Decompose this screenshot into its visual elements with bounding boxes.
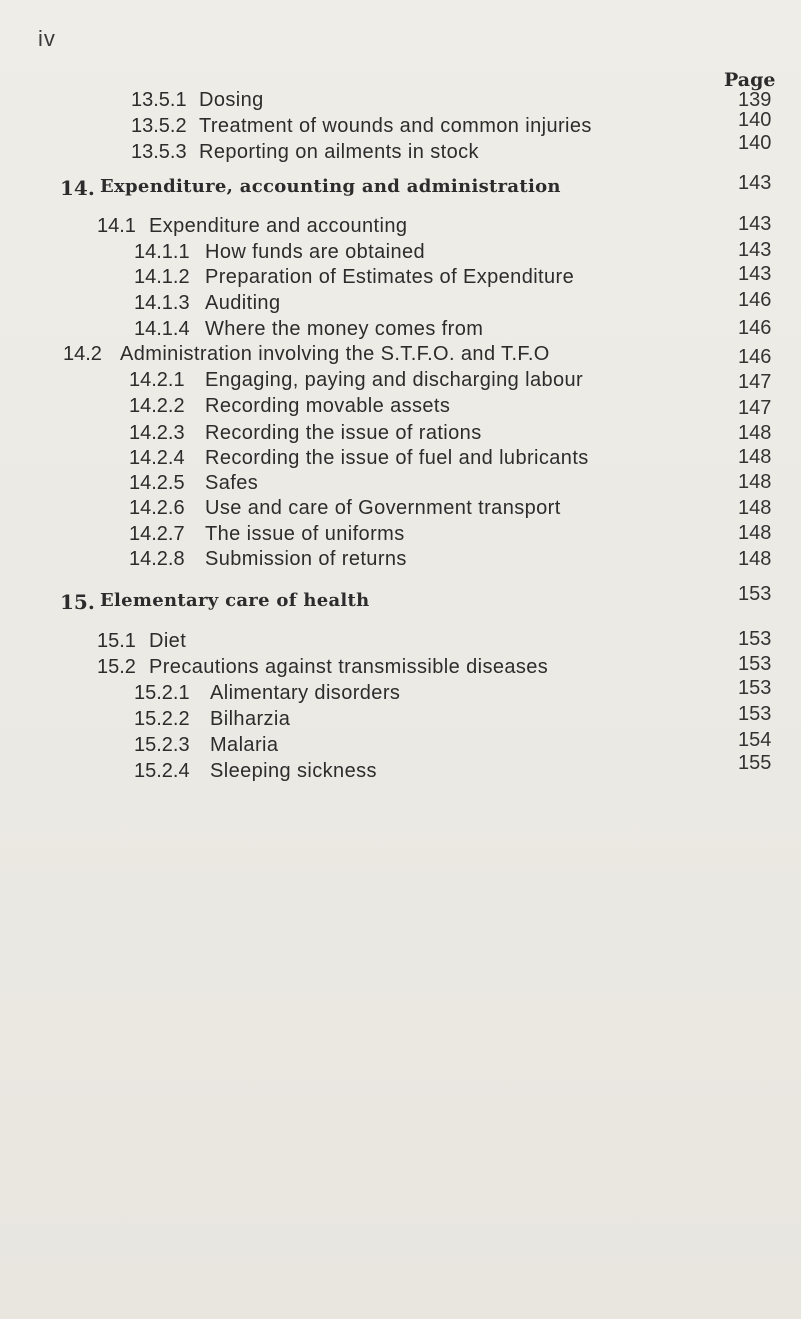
- toc-entry-page: 140: [738, 132, 772, 154]
- toc-entry-title: Malaria: [210, 734, 279, 756]
- toc-entry-number: 14.2.4: [129, 447, 185, 469]
- toc-entry-title: Engaging, paying and discharging labour: [205, 369, 584, 391]
- toc-entry-page: 148: [738, 471, 772, 493]
- toc-entry-number: 14.1.1: [134, 241, 190, 263]
- toc-entry-page: 148: [738, 548, 772, 570]
- toc-entry-number: 15.1: [97, 630, 136, 652]
- toc-entry-title: Use and care of Government transport: [205, 497, 561, 519]
- toc-entry-title: Sleeping sickness: [210, 760, 377, 782]
- toc-entry-number: 14.2.1: [129, 369, 185, 391]
- toc-entry-title: Recording the issue of rations: [205, 422, 482, 444]
- toc-entry-number: 14.2.5: [129, 472, 185, 494]
- toc-entry-title: Where the money comes from: [205, 318, 484, 340]
- toc-entry-title: How funds are obtained: [205, 241, 426, 263]
- toc-entry-number: 15.2: [97, 656, 136, 678]
- toc-entry-number: 15.2.3: [134, 734, 190, 756]
- toc-section-heading: [0, 583, 801, 620]
- page-number-roman: iv: [38, 26, 56, 51]
- toc-entry-title: Diet: [149, 630, 187, 652]
- toc-entry-number: 14.1.4: [134, 318, 190, 340]
- toc-entry-page: 148: [738, 446, 772, 468]
- toc-entry-number: 13.5.3: [131, 141, 187, 163]
- toc-entry-title: Recording the issue of fuel and lubricants: [205, 447, 589, 469]
- toc-entry-page: 148: [738, 497, 772, 519]
- toc-entry-page: 143: [738, 263, 772, 285]
- toc-entry: [0, 395, 801, 425]
- toc-entry-page: 143: [738, 172, 772, 194]
- toc-entry-title: Treatment of wounds and common injuries: [199, 115, 592, 137]
- toc-entry-number: 15.2.1: [134, 682, 190, 704]
- toc-entry-page: 147: [738, 371, 772, 393]
- toc-entry-page: 143: [738, 213, 772, 235]
- toc-entry-title: Elementary care of health: [100, 590, 370, 611]
- toc-entry-page: 146: [738, 346, 772, 368]
- toc-entry-title: Recording movable assets: [205, 395, 451, 417]
- toc-entry-number: 14.1.2: [134, 266, 190, 288]
- toc-entry-number: 15.2.4: [134, 760, 190, 782]
- toc-entry-number: 15.: [60, 590, 95, 614]
- page-column-header: Page: [724, 69, 776, 91]
- toc-entry-title: Auditing: [205, 292, 281, 314]
- toc-entry-page: 153: [738, 653, 772, 675]
- toc-entry-page: 147: [738, 397, 772, 419]
- toc-entry-page: 143: [738, 239, 772, 261]
- toc-entry-title: Preparation of Estimates of Expenditure: [205, 266, 575, 288]
- toc-entry-number: 14.2.6: [129, 497, 185, 519]
- toc-entry-title: Submission of returns: [205, 548, 407, 570]
- toc-entry-number: 14.2.7: [129, 523, 185, 545]
- toc-entry-title: Safes: [205, 472, 259, 494]
- toc-entry-number: 14.1.3: [134, 292, 190, 314]
- toc-entry-page: 153: [738, 628, 772, 650]
- toc-entry-page: 139: [738, 89, 772, 111]
- toc-entry-page: 148: [738, 522, 772, 544]
- toc-entry-page: 148: [738, 422, 772, 444]
- toc-entry-title: The issue of uniforms: [205, 523, 405, 545]
- toc-entry-page: 153: [738, 677, 772, 699]
- toc-entry-title: Alimentary disorders: [210, 682, 401, 704]
- toc-entry-page: 154: [738, 729, 772, 751]
- toc-entry-number: 14.: [60, 176, 95, 200]
- toc-entry-number: 14.2: [63, 343, 102, 365]
- toc-entry-page: 146: [738, 317, 772, 339]
- toc-entry: [0, 548, 801, 578]
- toc-entry-title: Bilharzia: [210, 708, 291, 730]
- toc-entry-page: 140: [738, 109, 772, 131]
- toc-entry-number: 13.5.2: [131, 115, 187, 137]
- toc-entry-number: 14.2.8: [129, 548, 185, 570]
- toc-entry: [0, 752, 801, 790]
- toc-entry-number: 13.5.1: [131, 89, 187, 111]
- toc-entry-number: 14.2.2: [129, 395, 185, 417]
- toc-entry-page: 153: [738, 703, 772, 725]
- toc-entry: [0, 132, 801, 171]
- toc-entry-page: 153: [738, 583, 772, 605]
- toc-entry-number: 14.2.3: [129, 422, 185, 444]
- toc-entry-title: Expenditure and accounting: [149, 215, 408, 237]
- toc-entry-title: Precautions against transmissible diseases: [149, 656, 549, 678]
- toc-entry-page: 155: [738, 752, 772, 774]
- toc-entry-number: 15.2.2: [134, 708, 190, 730]
- toc-entry-title: Dosing: [199, 89, 264, 111]
- toc-entry-page: 146: [738, 289, 772, 311]
- toc-section-heading: [0, 172, 801, 206]
- toc-entry-number: 14.1: [97, 215, 136, 237]
- toc-entry-title: Reporting on ailments in stock: [199, 141, 479, 163]
- toc-entry-title: Administration involving the S.T.F.O. and T.F.O: [120, 343, 550, 365]
- toc-entry-title: Expenditure, accounting and administration: [100, 176, 561, 197]
